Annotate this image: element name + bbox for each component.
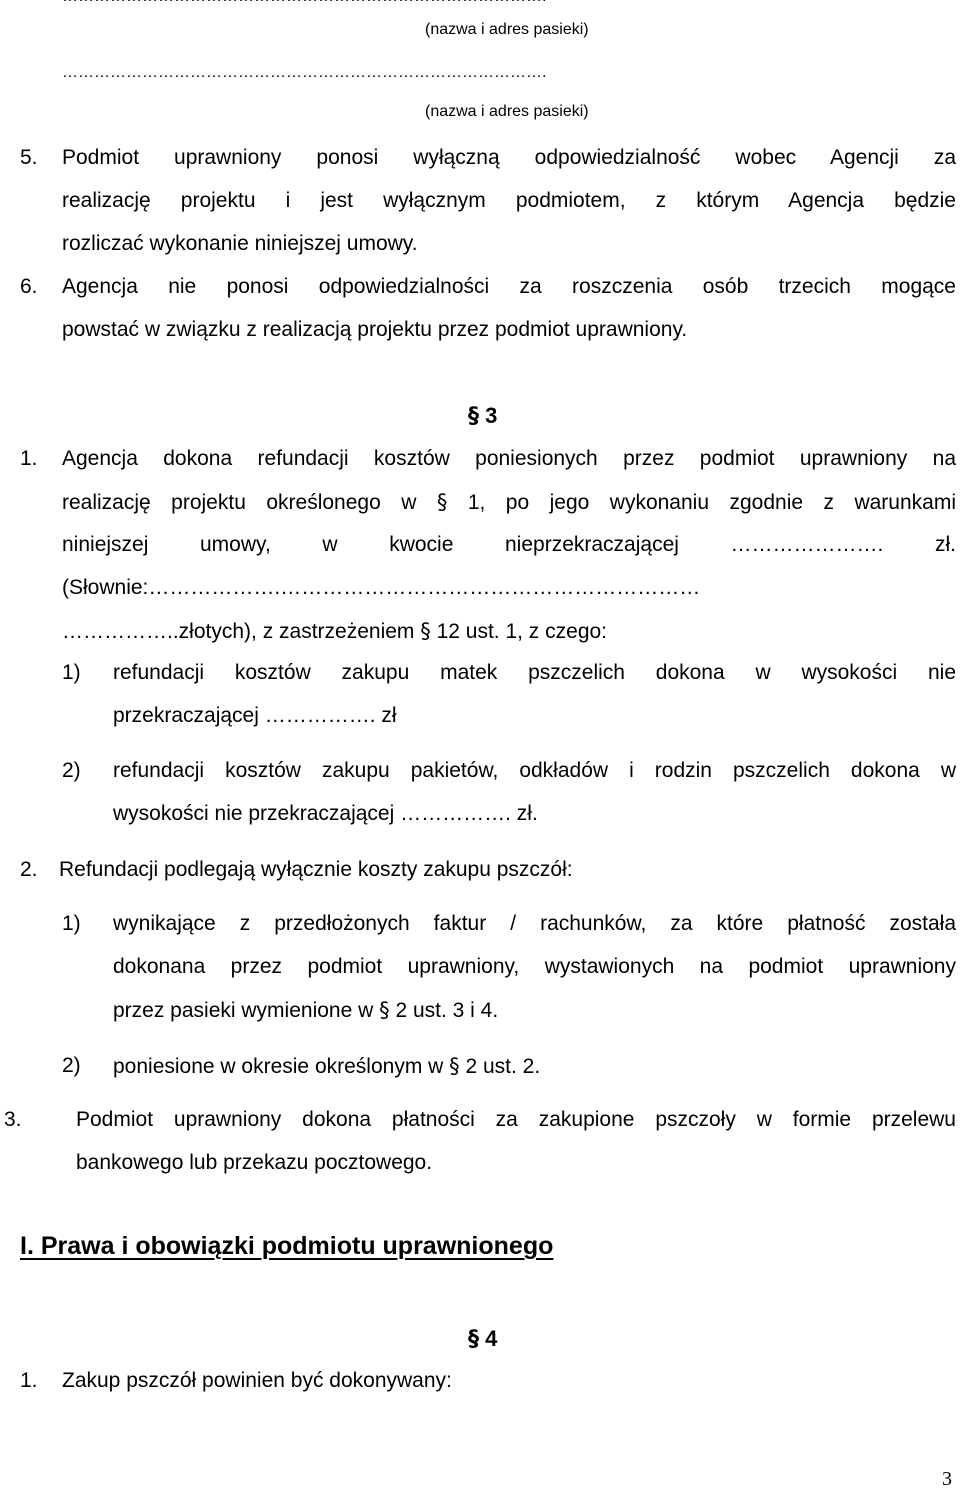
point-line: Refundacji podlegają wyłącznie koszty zakupu pszczół: (59, 858, 573, 881)
point-number: 1. (20, 447, 38, 470)
chapter-heading: I. Prawa i obowiązki podmiotu uprawnionego (20, 1232, 554, 1260)
sub-item-number: 2) (62, 759, 81, 782)
text-fragment: poniesione w okresie określonym w (113, 1055, 450, 1078)
section-number: 3 (485, 403, 498, 428)
sub-item-line (113, 997, 498, 1024)
text-fragment: 2 ust. 2. (459, 1055, 541, 1078)
point-line (62, 489, 956, 515)
text-fragment: 12 ust. 1, z czego: (430, 620, 608, 643)
text-fragment: przez pasieki wymienione w (113, 999, 380, 1022)
amount-line: niniejszej umowy, w kwocie nieprzekraczającej …………………. zł. (62, 533, 956, 556)
section-number: 4 (485, 1326, 498, 1351)
sub-item-line: refundacji kosztów zakupu pakietów, odkładów i rodzin pszczelich dokona w (113, 759, 956, 782)
point-line: bankowego lub przekazu pocztowego. (76, 1151, 433, 1174)
amount-in-words-line: (Słownie:……………….…………………………………………………… (62, 576, 701, 599)
sub-item-line: dokonana przez podmiot uprawniony, wystawionych na podmiot uprawniony (113, 955, 956, 978)
paragraph-line: Podmiot uprawniony ponosi wyłączną odpowiedzialność wobec Agencji za (62, 146, 956, 169)
paragraph-number: 5. (20, 146, 38, 169)
text-fragment: 1, po jego wykonaniu zgodnie z warunkami (447, 491, 956, 514)
address-dots-line-1 (62, 0, 546, 6)
section-sign: § (420, 619, 431, 643)
address-caption-2: (nazwa i adres pasieki) (425, 103, 589, 120)
text-fragment: ……………..złotych), z zastrzeżeniem (62, 620, 421, 643)
section-sign: § (468, 1327, 479, 1352)
sub-item-number: 1) (62, 912, 81, 935)
paragraph-line: rozliczać wykonanie niniejszej umowy. (62, 232, 418, 255)
paragraph-line: powstać w związku z realizacją projektu przez podmiot uprawniony. (62, 318, 688, 341)
address-caption-1: (nazwa i adres pasieki) (425, 21, 589, 38)
section-3-heading (468, 403, 497, 429)
sub-item-line: refundacji kosztów zakupu matek pszczelich dokona w wysokości nie (113, 661, 956, 684)
section-sign: § (468, 404, 479, 429)
paragraph-line: realizację projektu i jest wyłącznym podmiotem, z którym Agencja będzie (62, 189, 956, 212)
section-sign: § (436, 490, 448, 514)
sub-item-line: wynikające z przedłożonych faktur / rachunków, za które płatność została (113, 912, 956, 935)
address-dots-line-2: ………………………………………………………………………………. (62, 64, 547, 81)
point-number: 1. (20, 1369, 38, 1392)
sub-item-line: wysokości nie przekraczającej ……………. zł. (113, 802, 538, 825)
point-number: 3. (4, 1108, 22, 1131)
page-number: 3 (942, 1468, 952, 1490)
section-sign: § (449, 1054, 460, 1078)
sub-item-number: 2) (62, 1054, 81, 1077)
text-fragment: realizację projektu określonego w (62, 491, 437, 514)
section-4-heading (468, 1326, 497, 1352)
text-fragment: 2 ust. 3 i 4. (389, 999, 499, 1022)
point-line: Podmiot uprawniony dokona płatności za zakupione pszczoły w formie przelewu (76, 1108, 956, 1131)
sub-item-line (113, 1053, 540, 1080)
section-sign: § (379, 998, 390, 1022)
paragraph-line: Agencja nie ponosi odpowiedzialności za roszczenia osób trzecich mogące (62, 275, 956, 298)
point-number: 2. (20, 858, 38, 881)
paragraph-number: 6. (20, 275, 38, 298)
point-line: Zakup pszczół powinien być dokonywany: (62, 1369, 452, 1392)
point-line (62, 618, 607, 645)
sub-item-number: 1) (62, 661, 81, 684)
sub-item-line: przekraczającej ……………. zł (113, 704, 397, 727)
point-line: Agencja dokona refundacji kosztów poniesionych przez podmiot uprawniony na (62, 447, 956, 470)
